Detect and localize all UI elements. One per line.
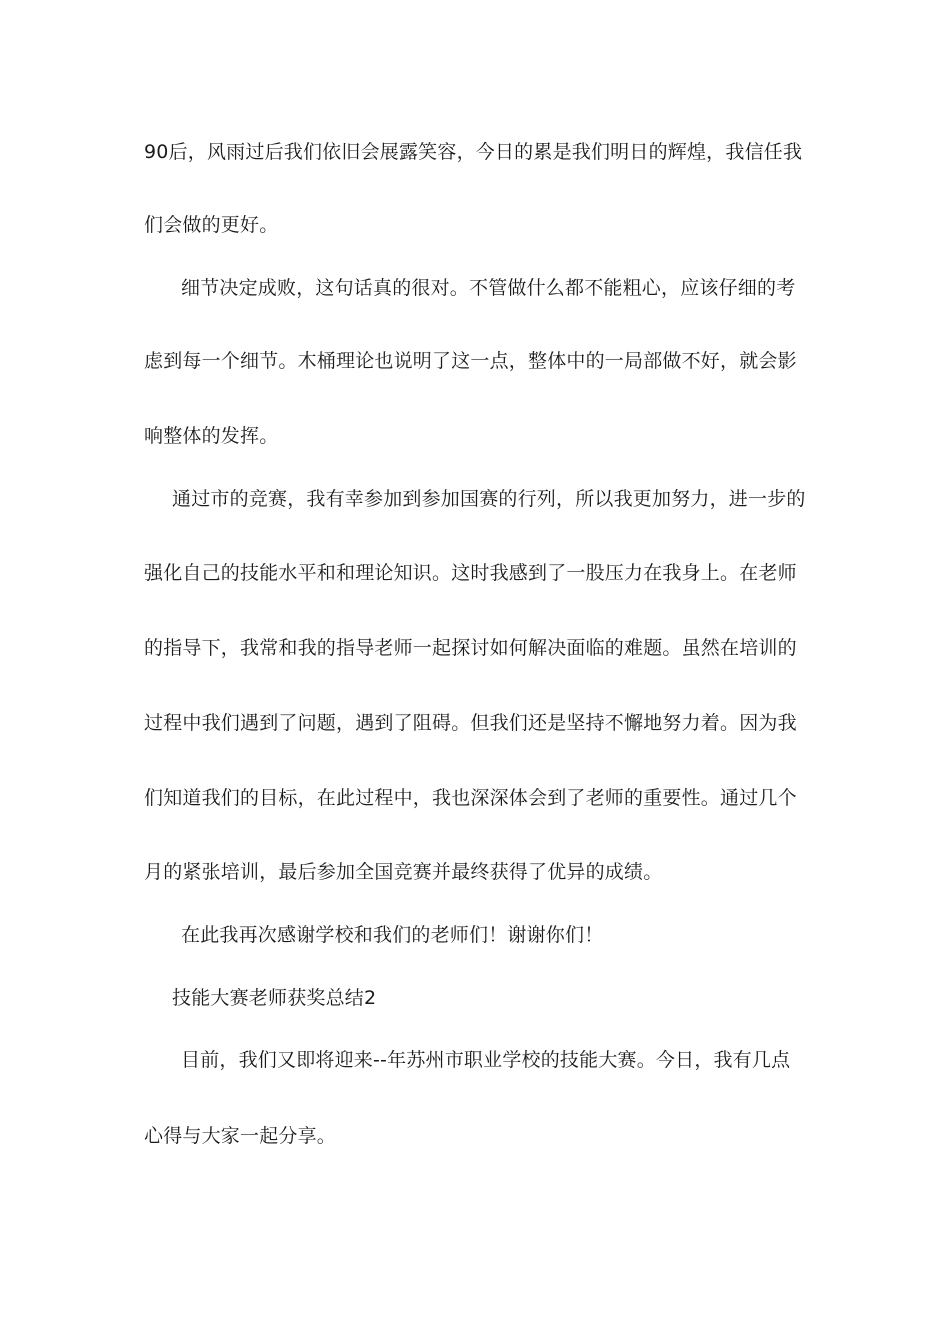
paragraph-line: 强化自己的技能水平和和理论知识。这时我感到了一股压力在我身上。在老师 — [144, 562, 797, 584]
paragraph-line: 过程中我们遇到了问题，遇到了阻碍。但我们还是坚持不懈地努力着。因为我 — [144, 712, 797, 734]
section-heading: 技能大赛老师获奖总结2 — [172, 987, 377, 1009]
paragraph-line: 响整体的发挥。 — [144, 425, 279, 447]
paragraph-line: 虑到每一个细节。木桶理论也说明了这一点，整体中的一局部做不好，就会影 — [144, 350, 797, 372]
paragraph-line: 90后，风雨过后我们依旧会展露笑容，今日的累是我们明日的辉煌，我信任我 — [144, 141, 803, 163]
paragraph-line: 通过市的竞赛，我有幸参加到参加国赛的行列，所以我更加努力，进一步的 — [172, 488, 806, 510]
paragraph-line: 月的紧张培训，最后参加全国竞赛并最终获得了优异的成绩。 — [144, 861, 663, 883]
paragraph-line: 细节决定成败，这句话真的很对。不管做什么都不能粗心，应该仔细的考 — [181, 277, 796, 299]
paragraph-line: 目前，我们又即将迎来--年苏州市职业学校的技能大赛。今日，我有几点 — [181, 1049, 791, 1071]
paragraph-line: 的指导下，我常和我的指导老师一起探讨如何解决面临的难题。虽然在培训的 — [144, 637, 797, 659]
paragraph-line: 心得与大家一起分享。 — [144, 1125, 337, 1147]
paragraph-line: 在此我再次感谢学校和我们的老师们！谢谢你们！ — [181, 924, 604, 946]
paragraph-line: 们知道我们的目标，在此过程中，我也深深体会到了老师的重要性。通过几个 — [144, 787, 797, 809]
paragraph-line: 们会做的更好。 — [144, 214, 279, 236]
